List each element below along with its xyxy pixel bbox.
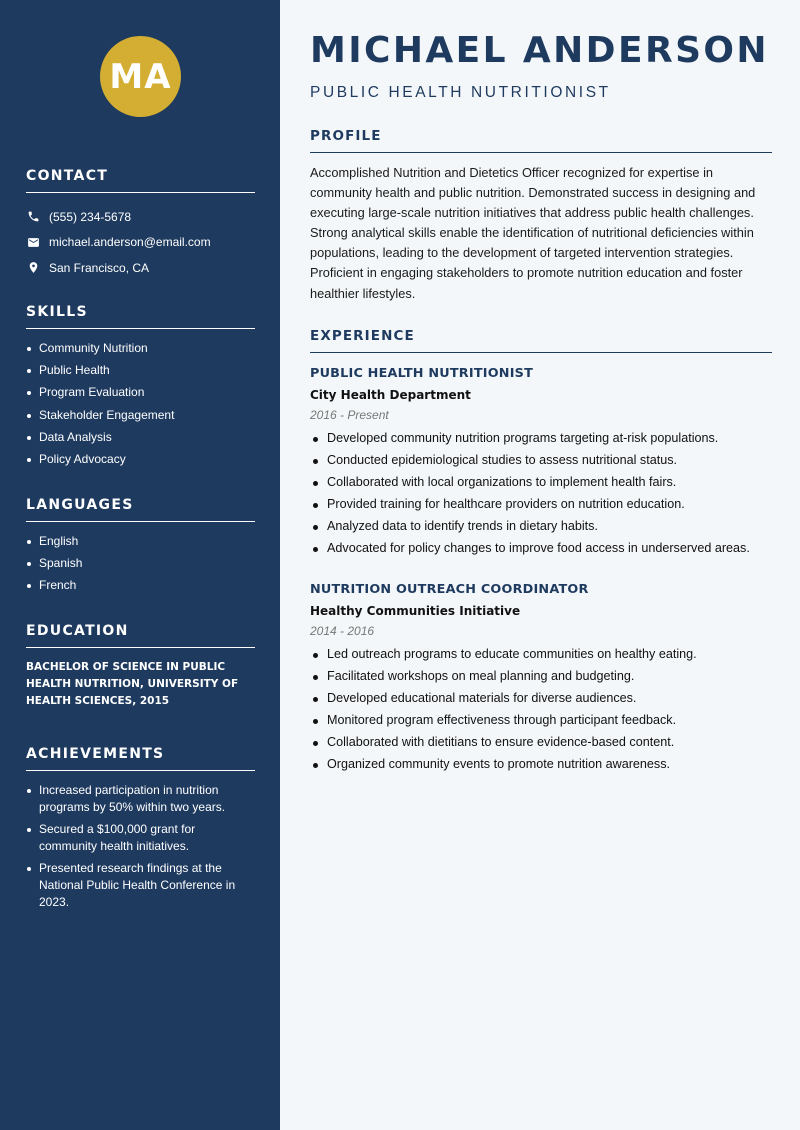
languages-heading: LANGUAGES	[26, 497, 255, 522]
profile-heading: PROFILE	[310, 128, 772, 153]
contact-list	[26, 204, 255, 281]
job-bullet: Advocated for policy changes to improve food access in underserved areas.	[310, 540, 772, 557]
job-company: Healthy Communities Initiative	[310, 604, 521, 618]
job-bullet: Developed educational materials for diverse audiences.	[310, 690, 772, 707]
contact-email	[26, 230, 255, 256]
skill-item: Community Nutrition	[26, 340, 255, 357]
job-company: City Health Department	[310, 388, 471, 402]
experience-section	[310, 328, 772, 353]
job-bullet: Organized community events to promote nutrition awareness.	[310, 756, 772, 773]
skill-item: Stakeholder Engagement	[26, 407, 255, 424]
contact-phone	[26, 204, 255, 230]
job-dates: 2014 - 2016	[310, 624, 375, 638]
job-bullets	[310, 646, 772, 773]
job-dates: 2016 - Present	[310, 408, 389, 422]
candidate-name: MICHAEL ANDERSON	[310, 30, 769, 71]
achievements-section	[26, 746, 255, 917]
location-text: San Francisco, CA	[49, 260, 150, 275]
job-bullet: Developed community nutrition programs targeting at-risk populations.	[310, 430, 772, 447]
email-icon	[26, 235, 40, 249]
achievements-list	[26, 782, 255, 911]
education-text: BACHELOR OF SCIENCE IN PUBLIC HEALTH NUTRITION, UNIVERSITY OF HEALTH SCIENCES, 2015	[26, 661, 239, 707]
education-section	[26, 623, 255, 710]
avatar-initials: MA	[100, 36, 181, 117]
job-bullet: Conducted epidemiological studies to assess nutritional status.	[310, 452, 772, 469]
job-bullet: Collaborated with local organizations to implement health fairs.	[310, 474, 772, 491]
achievement-item: Increased participation in nutrition programs by 50% within two years.	[26, 782, 255, 816]
job-bullets	[310, 430, 772, 557]
skills-section	[26, 304, 255, 473]
job-entry	[310, 582, 772, 779]
languages-list	[26, 533, 255, 594]
skill-item: Data Analysis	[26, 429, 255, 446]
languages-section	[26, 497, 255, 600]
candidate-title: PUBLIC HEALTH NUTRITIONIST	[310, 84, 611, 101]
location-pin-icon	[26, 261, 40, 275]
skills-list	[26, 340, 255, 468]
skill-item: Public Health	[26, 362, 255, 379]
experience-heading: EXPERIENCE	[310, 328, 772, 353]
skills-heading: SKILLS	[26, 304, 255, 329]
profile-section	[310, 128, 772, 304]
language-item: English	[26, 533, 255, 550]
job-bullet: Analyzed data to identify trends in dietary habits.	[310, 518, 772, 535]
skill-item: Program Evaluation	[26, 384, 255, 401]
contact-heading: CONTACT	[26, 168, 255, 193]
job-title: PUBLIC HEALTH NUTRITIONIST	[310, 366, 534, 381]
job-bullet: Facilitated workshops on meal planning and budgeting.	[310, 668, 772, 685]
profile-text: Accomplished Nutrition and Dietetics Officer recognized for expertise in community health and public nutrition. Demonstrated success in designing and executing large-scale nutrition initiatives that address public health challenges. Strong analytical skills enable the identification of nutritional deficiencies within populations, leading to the development of targeted intervention strategies. Proficient in engaging stakeholders to promote nutrition education and foster healthier lifestyles.	[310, 165, 756, 301]
sidebar	[0, 0, 280, 1130]
achievement-item: Presented research findings at the National Public Health Conference in 2023.	[26, 860, 255, 911]
phone-text: (555) 234-5678	[49, 209, 132, 224]
language-item: French	[26, 577, 255, 594]
achievement-item: Secured a $100,000 grant for community health initiatives.	[26, 821, 255, 855]
achievements-heading: ACHIEVEMENTS	[26, 746, 255, 771]
email-text: michael.anderson@email.com	[49, 235, 211, 250]
job-bullet: Monitored program effectiveness through participant feedback.	[310, 712, 772, 729]
job-entry	[310, 366, 772, 563]
education-heading: EDUCATION	[26, 623, 255, 648]
language-item: Spanish	[26, 555, 255, 572]
job-bullet: Led outreach programs to educate communities on healthy eating.	[310, 646, 772, 663]
contact-section	[26, 168, 255, 281]
job-bullet: Collaborated with dietitians to ensure evidence-based content.	[310, 734, 772, 751]
phone-icon	[26, 210, 40, 224]
contact-location	[26, 255, 255, 281]
job-bullet: Provided training for healthcare providers on nutrition education.	[310, 496, 772, 513]
job-title: NUTRITION OUTREACH COORDINATOR	[310, 582, 589, 597]
skill-item: Policy Advocacy	[26, 451, 255, 468]
